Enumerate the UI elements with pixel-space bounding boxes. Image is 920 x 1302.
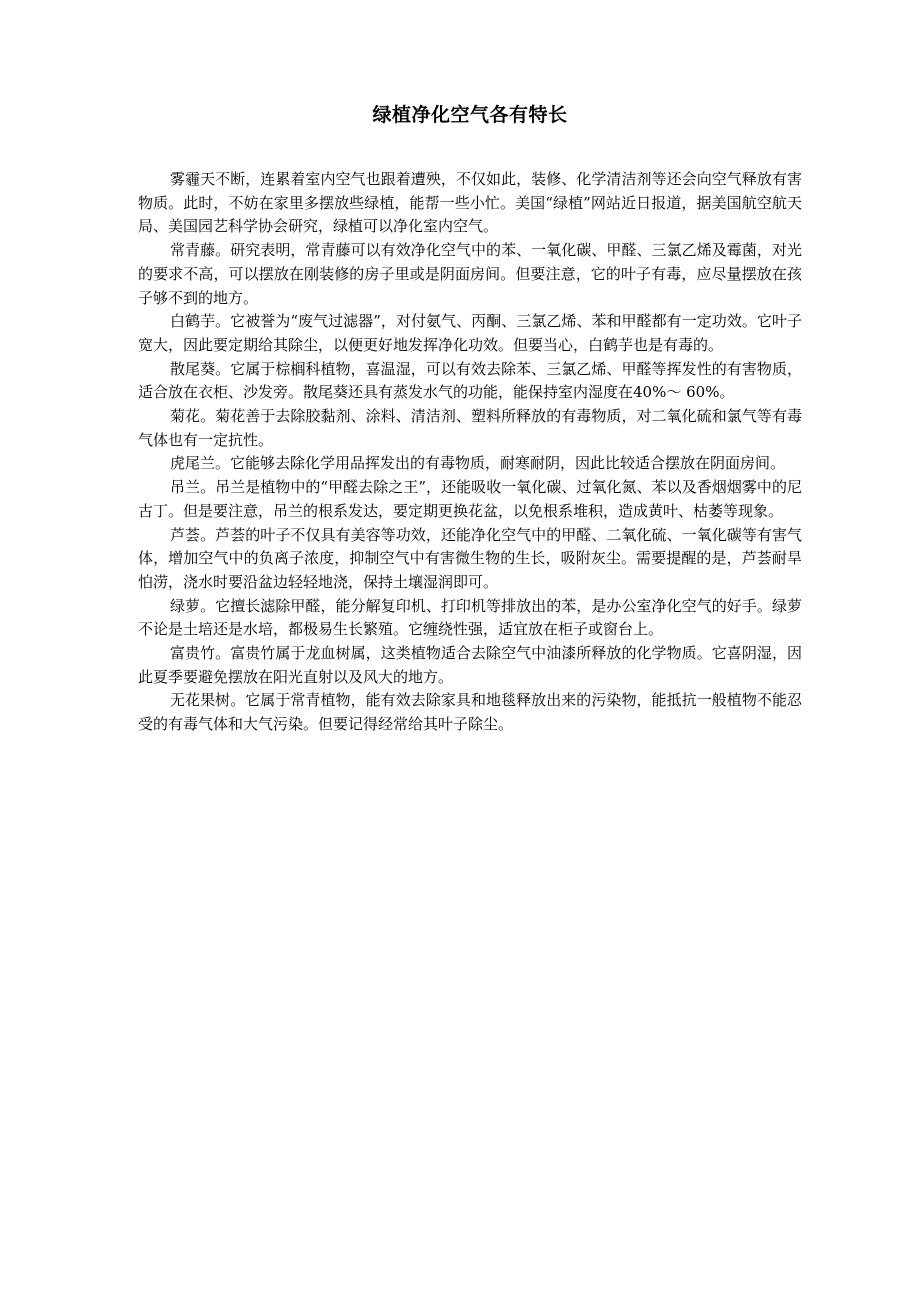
paragraph-chrysanthemum: 菊花。菊花善于去除胶黏剂、涂料、清洁剂、塑料所释放的有毒物质，对二氧化硫和氯气等有毒气体也有一定抗性。	[138, 407, 802, 449]
paragraph-pothos: 绿萝。它擅长滤除甲醛，能分解复印机、打印机等排放出的苯，是办公室净化空气的好手。绿萝不论是土培还是水培，都极易生长繁殖。它缠绕性强，适宜放在柜子或窗台上。	[138, 596, 802, 639]
paragraph-intro: 雾霾天不断，连累着室内空气也跟着遭殃，不仅如此，装修、化学清洁剂等还会向空气释放有害物质。此时，不妨在家里多摆放些绿植，能帮一些小忙。美国“绿植”网站近日报道，据美国航空航天局、美国园艺科学协会研究，绿植可以净化室内空气。	[138, 170, 802, 236]
paragraph-spider-plant: 吊兰。吊兰是植物中的“甲醛去除之王”，还能吸收一氧化碳、过氧化氮、苯以及香烟烟雾中的尼古丁。但是要注意，吊兰的根系发达，要定期更换花盆，以免根系堆积，造成黄叶、枯萎等现象。	[138, 478, 802, 520]
paragraph-areca-palm: 散尾葵。它属于棕榈科植物，喜温湿，可以有效去除苯、三氯乙烯、甲醛等挥发性的有害物质，适合放在衣柜、沙发旁。散尾葵还具有蒸发水气的功能，能保持室内湿度在40%〜 60%。	[138, 359, 802, 402]
paragraph-ivy: 常青藤。研究表明，常青藤可以有效净化空气中的苯、一氧化碳、甲醛、三氯乙烯及霉菌，对光的要求不高，可以摆放在刚装修的房子里或是阴面房间。但要注意，它的叶子有毒，应尽量摆放在孩子够不到的地方。	[138, 241, 802, 307]
paragraph-fig-tree: 无花果树。它属于常青植物，能有效去除家具和地毯释放出来的污染物，能抵抗一般植物不能忍受的有毒气体和大气污染。但要记得经常给其叶子除尘。	[138, 691, 802, 734]
paragraph-lucky-bamboo: 富贵竹。富贵竹属于龙血树属，这类植物适合去除空气中油漆所释放的化学物质。它喜阴湿，因此夏季要避免摆放在阳光直射以及风大的地方。	[138, 644, 802, 686]
document-body	[138, 168, 802, 737]
paragraph-peace-lily: 白鹤芋。它被誉为“废气过滤器”，对付氨气、丙酮、三氯乙烯、苯和甲醛都有一定功效。它叶子宽大，因此要定期给其除尘，以便更好地发挥净化功效。但要当心，白鹤芋也是有毒的。	[138, 312, 802, 354]
document-title: 绿植净化空气各有特长	[372, 104, 568, 126]
paragraph-snake-plant: 虎尾兰。它能够去除化学用品挥发出的有毒物质，耐寒耐阴，因此比较适合摆放在阴面房间。	[170, 454, 786, 473]
paragraph-aloe: 芦荟。芦荟的叶子不仅具有美容等功效，还能净化空气中的甲醛、二氧化硫、一氧化碳等有害气体，增加空气中的负离子浓度，抑制空气中有害微生物的生长，吸附灰尘。需要提醒的是，芦荟耐旱怕涝，浇水时要沿盆边轻轻地浇，保持土壤湿润即可。	[138, 525, 802, 591]
